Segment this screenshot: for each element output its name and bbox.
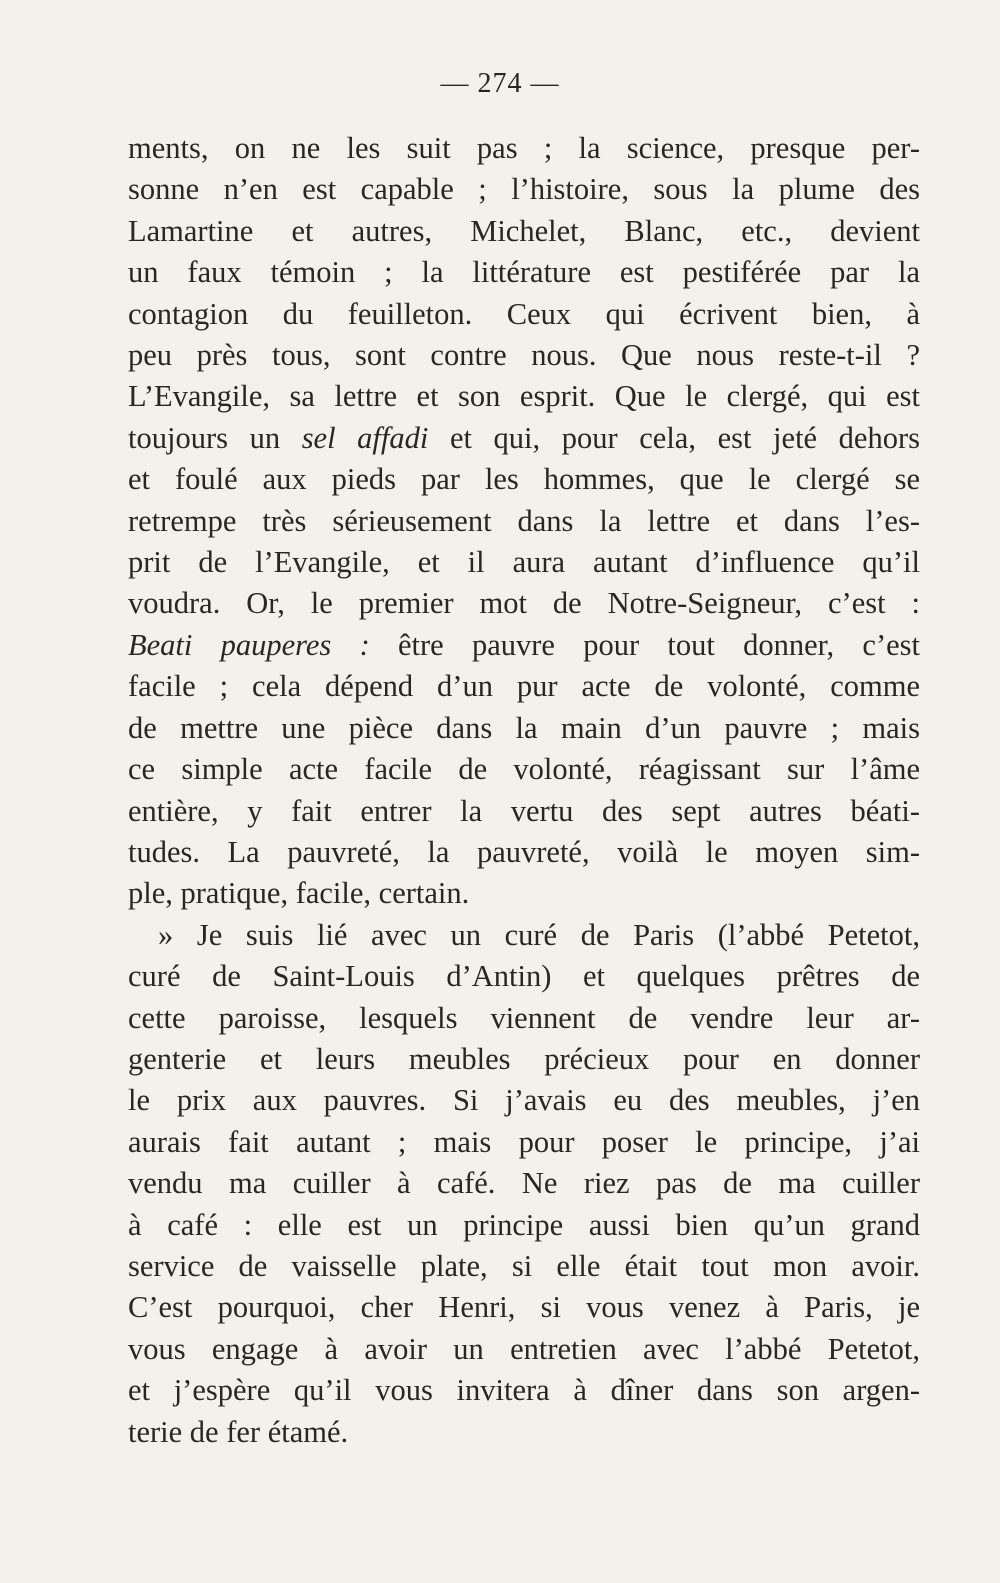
text-segment: ce simple acte facile de volonté, réagissant sur l’âme [128,752,920,787]
italic-text: Beati pauperes : [128,627,370,662]
text-segment: tudes. La pauvreté, la pauvreté, voilà le moyen sim- [128,834,920,869]
text-segment: vous engage à avoir un entretien avec l’abbé Petetot, [128,1331,920,1366]
text-line [128,128,920,169]
text-segment: et qui, pour cela, est jeté dehors [428,420,920,455]
text-segment: être pauvre pour tout donner, c’est [369,627,920,662]
text-segment: le prix aux pauvres. Si j’avais eu des meubles, j’en [128,1083,920,1118]
text-segment: toujours un [128,420,302,455]
text-line [128,873,920,914]
text-segment: Lamartine et autres, Michelet, Blanc, etc., devient [128,213,920,248]
text-segment: genterie et leurs meubles précieux pour en donner [128,1041,920,1076]
text-line [128,708,920,749]
text-segment: ple, pratique, facile, certain. [128,876,470,911]
text-segment: facile ; cela dépend d’un pur acte de volonté, comme [128,669,920,704]
text-segment: de mettre une pièce dans la main d’un pauvre ; mais [128,710,920,745]
text-line [128,625,920,666]
text-line [128,915,920,956]
text-line [128,1205,920,1246]
italic-text: sel affadi [301,420,429,455]
text-line [128,1329,920,1370]
text-segment: L’Evangile, sa lettre et son esprit. Que le clergé, qui est [128,379,920,414]
text-segment: vendu ma cuiller à café. Ne riez pas de ma cuiller [128,1166,920,1201]
text-segment: à café : elle est un principe aussi bien qu’un grand [128,1207,920,1242]
text-line [128,791,920,832]
text-line [128,749,920,790]
text-line [128,666,920,707]
text-segment: service de vaisselle plate, si elle était tout mon avoir. [128,1248,920,1283]
text-line [128,583,920,624]
text-line [128,1412,920,1453]
text-line [128,542,920,583]
text-line [128,1039,920,1080]
text-line [128,1080,920,1121]
text-line [128,252,920,293]
text-line [128,459,920,500]
text-segment: entière, y fait entrer la vertu des sept autres béati- [128,793,920,828]
text-line [128,832,920,873]
text-segment: » Je suis lié avec un curé de Paris (l’abbé Petetot, [158,917,920,952]
page-number: — 274 — [440,68,560,99]
body-text [128,128,920,1453]
text-line [128,1122,920,1163]
text-line [128,998,920,1039]
text-line [128,501,920,542]
text-segment: un faux témoin ; la littérature est pestiférée par la [128,255,920,290]
text-line [128,418,920,459]
text-segment: C’est pourquoi, cher Henri, si vous venez à Paris, je [128,1290,920,1325]
text-segment: aurais fait autant ; mais pour poser le principe, j’ai [128,1124,920,1159]
text-line [128,169,920,210]
text-segment: peu près tous, sont contre nous. Que nous reste-t-il ? [128,338,920,373]
text-segment: ments, on ne les suit pas ; la science, presque per- [128,131,920,165]
text-segment: contagion du feuilleton. Ceux qui écrivent bien, à [128,296,920,331]
text-segment: prit de l’Evangile, et il aura autant d’influence qu’il [128,545,920,580]
text-line [128,294,920,335]
text-line [128,956,920,997]
text-line [128,1163,920,1204]
text-segment: retrempe très sérieusement dans la lettre et dans l’es- [128,503,920,538]
text-line [128,1287,920,1328]
text-segment: et j’espère qu’il vous invitera à dîner dans son argen- [128,1373,920,1408]
text-segment: terie de fer étamé. [128,1414,349,1449]
text-line [128,376,920,417]
text-line [128,1246,920,1287]
text-line [128,211,920,252]
text-segment: cette paroisse, lesquels viennent de vendre leur ar- [128,1000,920,1035]
text-segment: sonne n’en est capable ; l’histoire, sous la plume des [128,172,920,207]
text-segment: voudra. Or, le premier mot de Notre-Seigneur, c’est : [128,586,920,621]
text-segment: curé de Saint-Louis d’Antin) et quelques prêtres de [128,959,920,994]
text-line [128,335,920,376]
text-line [128,1370,920,1411]
text-segment: et foulé aux pieds par les hommes, que le clergé se [128,462,920,497]
